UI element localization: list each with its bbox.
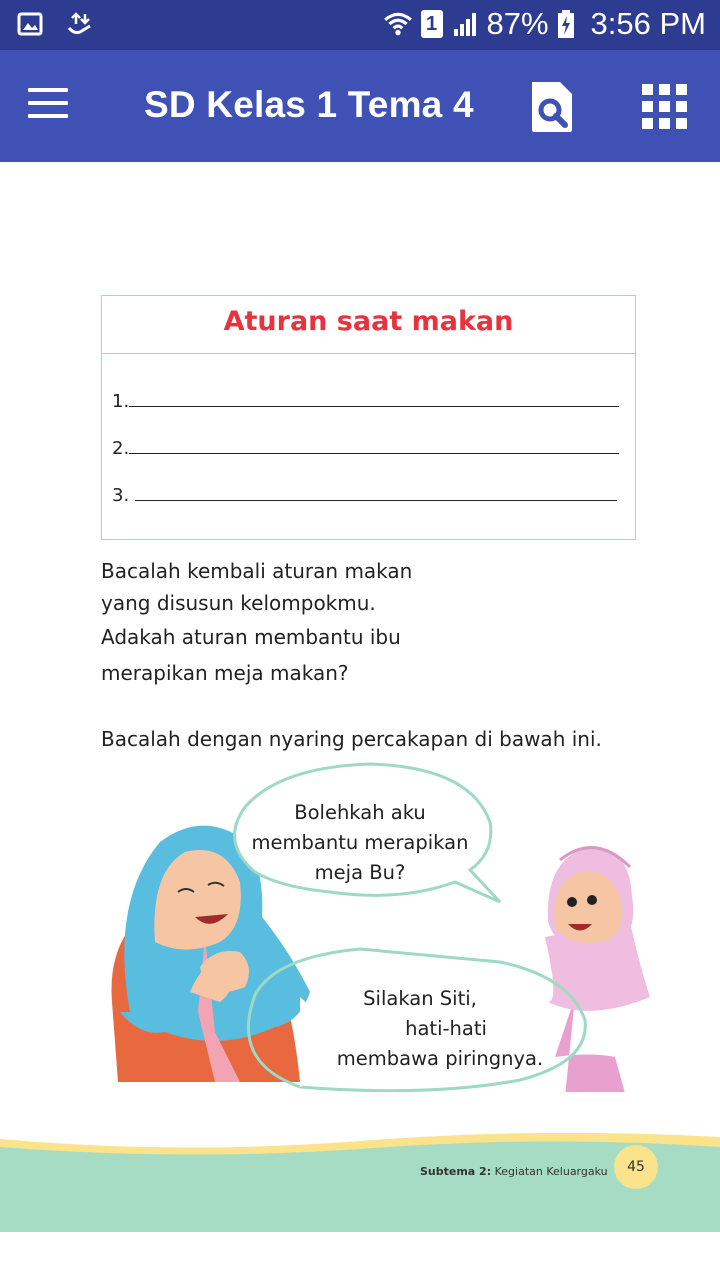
signal-icon — [451, 10, 479, 38]
footer-band — [0, 1127, 720, 1232]
rule-line-1: 1. — [112, 391, 619, 412]
gallery-icon — [16, 10, 44, 38]
speech-bubble-ibu: Silakan Siti, hati-hati membawa piringnya. — [336, 987, 544, 1070]
rule-line-3: 3. — [112, 485, 617, 506]
app-bar — [0, 50, 720, 162]
page-number: 45 — [614, 1145, 658, 1189]
rule-line-2: 2. — [112, 438, 619, 459]
paragraph-reread: Bacalah kembali aturan makan yang disusun kelompokmu. — [101, 559, 413, 615]
speech-bubble-siti: Bolehkah aku membantu merapikan meja Bu? — [251, 801, 469, 884]
wifi-icon — [383, 9, 413, 39]
battery-percent: 87% — [486, 6, 549, 41]
download-icon — [66, 10, 94, 38]
battery-charging-icon — [557, 9, 575, 39]
status-bar — [0, 0, 720, 50]
app-title: SD Kelas 1 Tema 4 — [144, 84, 474, 125]
menu-icon[interactable] — [28, 88, 68, 122]
book-page[interactable] — [0, 162, 720, 1232]
clock: 3:56 PM — [590, 6, 706, 41]
sim-icon: 1 — [421, 10, 443, 38]
search-document-icon[interactable] — [528, 80, 576, 134]
grid-apps-icon[interactable] — [642, 84, 688, 130]
paragraph-question: Adakah aturan membantu ibu merapikan meja makan? — [101, 625, 401, 685]
paragraph-instruction: Bacalah dengan nyaring percakapan di bawah ini. — [101, 727, 602, 751]
rules-box — [101, 295, 636, 540]
rules-box-title: Aturan saat makan — [102, 296, 635, 354]
footer-subtheme: Subtema 2: Kegiatan Keluargaku — [420, 1165, 608, 1178]
